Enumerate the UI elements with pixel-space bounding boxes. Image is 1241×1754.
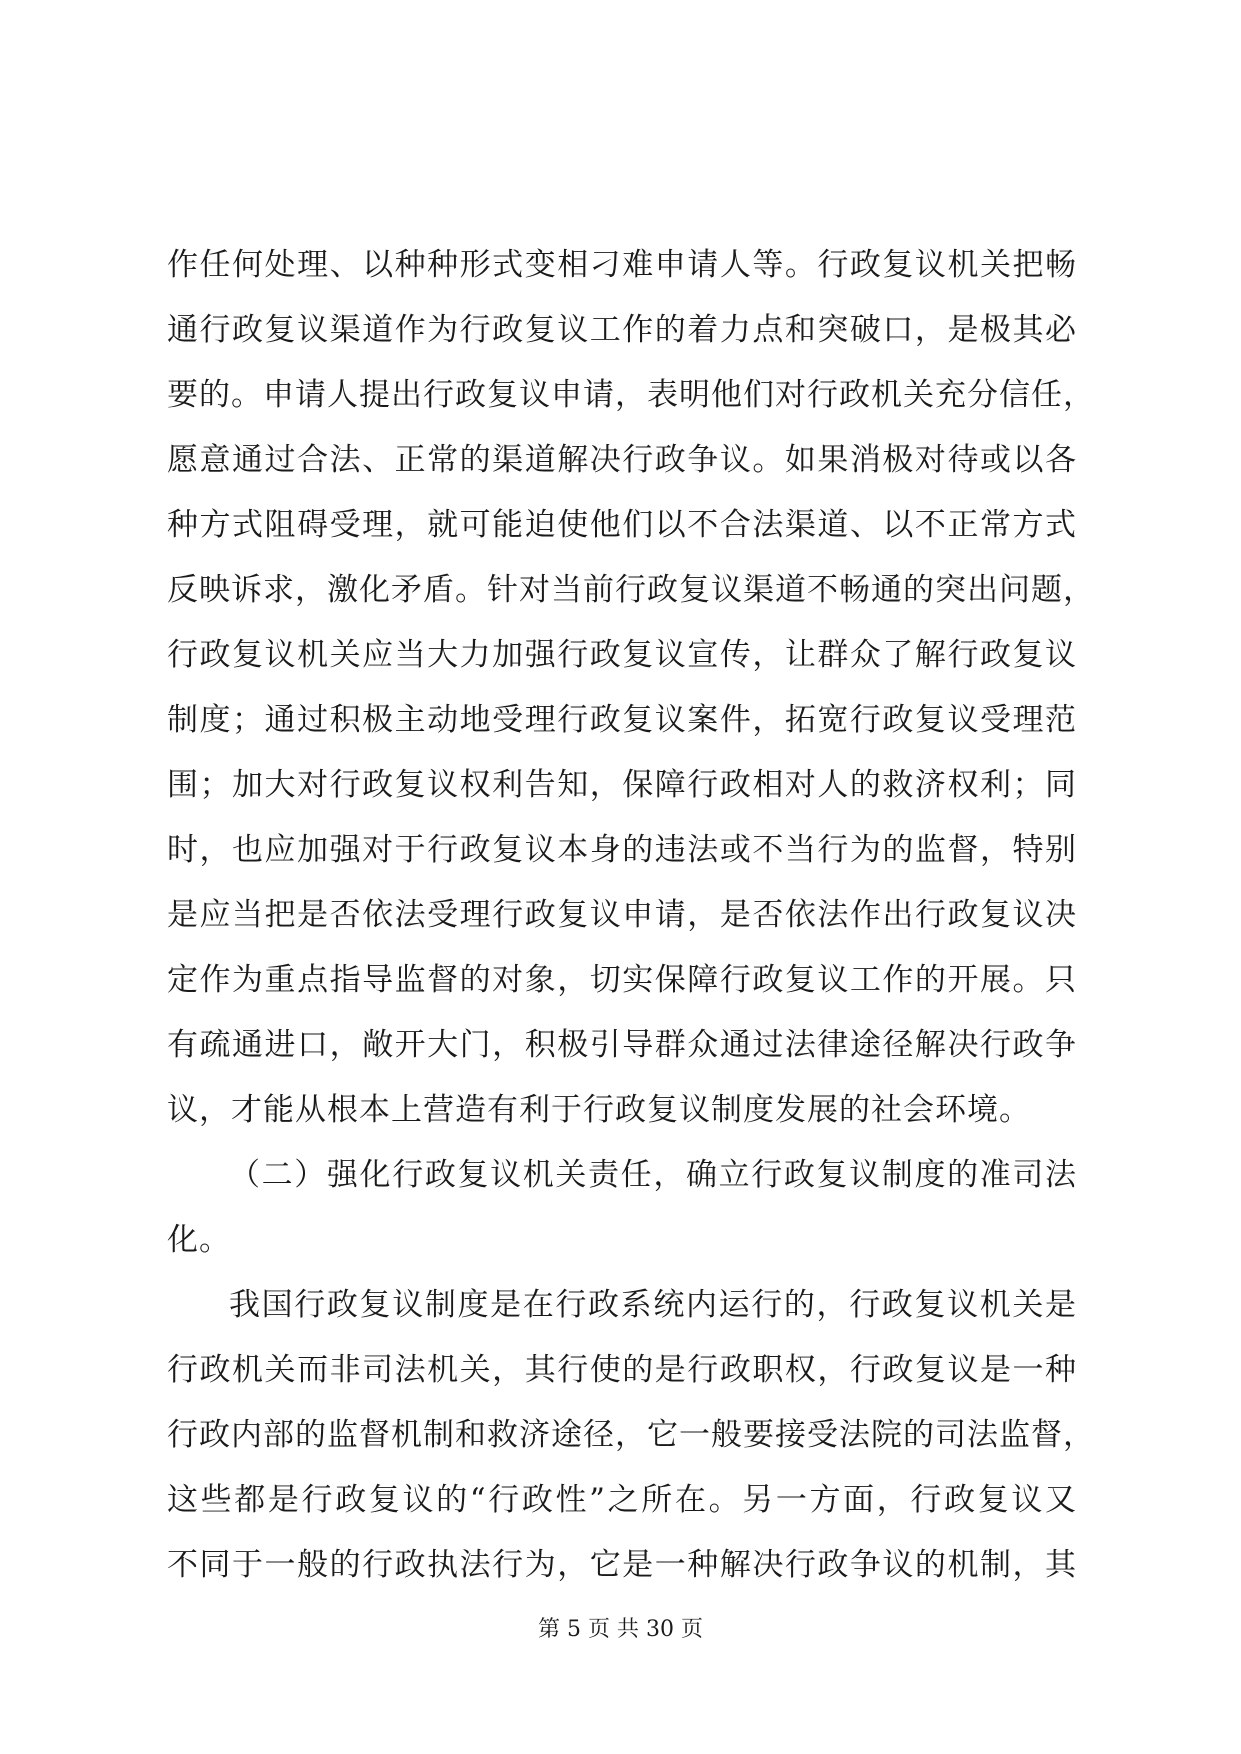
- text-line: 不同于一般的行政执法行为，它是一种解决行政争议的机制，其: [167, 1547, 1077, 1583]
- text-line: 这些都是行政复议的“行政性”之所在。另一方面，行政复议又: [167, 1482, 1077, 1518]
- text-line: 围；加大对行政复议权利告知，保障行政相对人的救济权利；同: [167, 767, 1077, 803]
- text-line: 有疏通进口，敞开大门，积极引导群众通过法律途径解决行政争: [167, 1027, 1077, 1063]
- text-line: 我国行政复议制度是在行政系统内运行的，行政复议机关是: [229, 1287, 1077, 1323]
- text-line: 通行政复议渠道作为行政复议工作的着力点和突破口，是极其必: [167, 312, 1077, 348]
- text-line: 行政内部的监督机制和救济途径，它一般要接受法院的司法监督，: [167, 1417, 1095, 1453]
- text-line: 议，才能从根本上营造有利于行政复议制度发展的社会环境。: [167, 1092, 1031, 1128]
- page-number-footer: 第 5 页 共 30 页: [538, 1617, 703, 1642]
- text-line: 是应当把是否依法受理行政复议申请，是否依法作出行政复议决: [167, 897, 1077, 933]
- section-heading-line: 化。: [167, 1222, 231, 1258]
- text-line: 愿意通过合法、正常的渠道解决行政争议。如果消极对待或以各: [167, 442, 1077, 478]
- text-line: 定作为重点指导监督的对象，切实保障行政复议工作的开展。只: [167, 962, 1077, 998]
- text-line: 行政复议机关应当大力加强行政复议宣传，让群众了解行政复议: [167, 637, 1077, 673]
- text-line: 行政机关而非司法机关，其行使的是行政职权，行政复议是一种: [167, 1352, 1077, 1388]
- text-line: 反映诉求，激化矛盾。针对当前行政复议渠道不畅通的突出问题，: [167, 572, 1095, 608]
- text-line: 时，也应加强对于行政复议本身的违法或不当行为的监督，特别: [167, 832, 1077, 868]
- body-text: [167, 233, 1095, 1598]
- text-line: 作任何处理、以种种形式变相刁难申请人等。行政复议机关把畅: [167, 247, 1077, 283]
- text-line: 种方式阻碍受理，就可能迫使他们以不合法渠道、以不正常方式: [167, 507, 1077, 543]
- text-line: 要的。申请人提出行政复议申请，表明他们对行政机关充分信任，: [167, 377, 1095, 413]
- section-heading-line: （二）强化行政复议机关责任，确立行政复议制度的准司法: [229, 1157, 1077, 1193]
- text-line: 制度；通过积极主动地受理行政复议案件，拓宽行政复议受理范: [167, 702, 1077, 738]
